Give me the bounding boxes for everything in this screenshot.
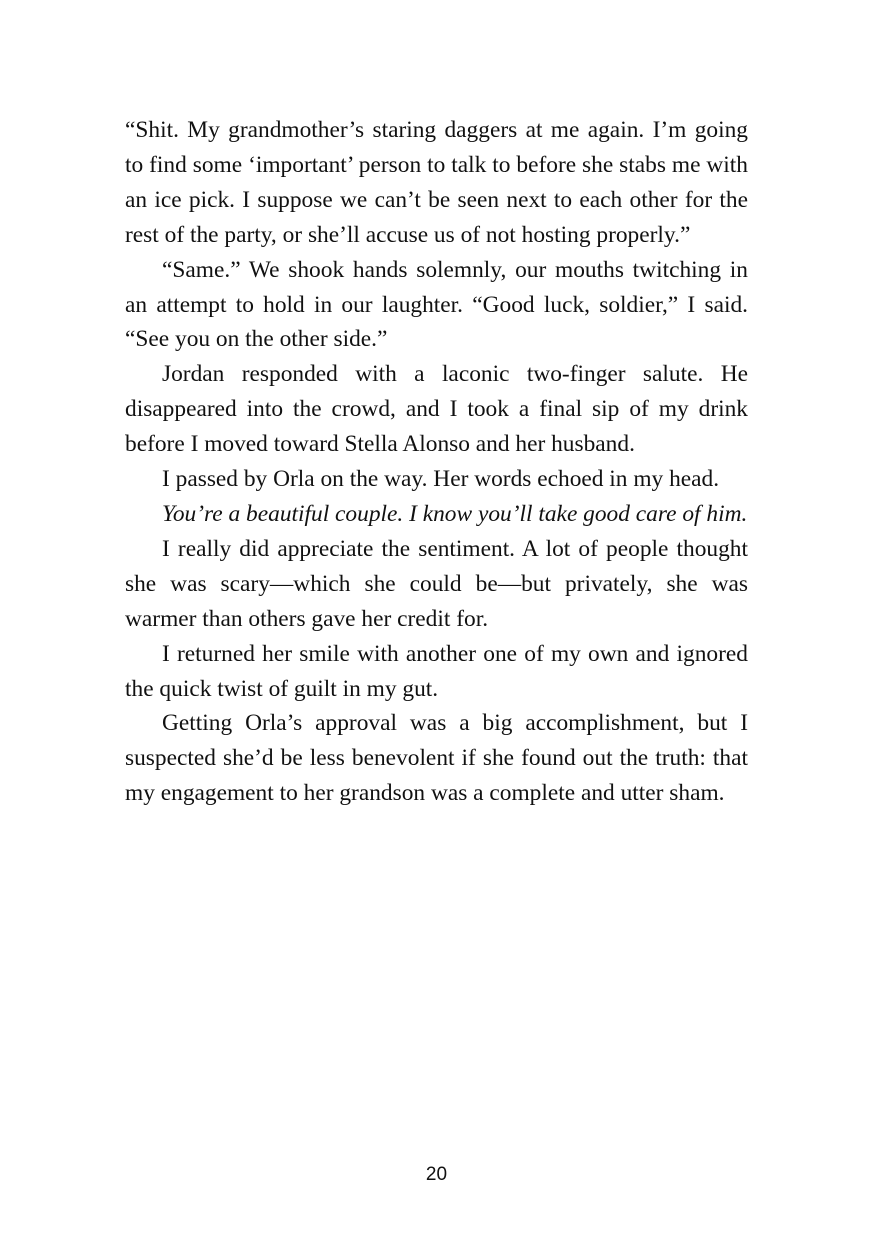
paragraph-passed-orla: I passed by Orla on the way. Her words echoed in my head. xyxy=(162,466,720,493)
paragraph-jordan-salute: Jordan responded with a laconic two-finger salute. He disappeared into the crowd, and I took a final sip of my drink before I moved toward Stella Alonso and her husband. xyxy=(125,361,748,458)
paragraph-same-handshake: “Same.” We shook hands solemnly, our mouths twitching in an attempt to hold in our laughter. “Good luck, soldier,” I said. “See you on the other side.” xyxy=(125,256,748,353)
paragraph-grandmother-quote: “Shit. My grandmother’s staring daggers at me again. I’m going to find some ‘important’ person to talk to before she stabs me with an ice pick. I suppose we can’t be seen next to each other for the rest of the party, or she’ll accuse us of not hosting properly.” xyxy=(125,117,748,248)
paragraph-appreciate-sentiment: I really did appreciate the sentiment. A lot of people thought she was scary—which she could be—but privately, she was warmer than others gave her credit for. xyxy=(125,535,748,632)
paragraph-returned-smile: I returned her smile with another one of my own and ignored the quick twist of guilt in my gut. xyxy=(125,640,748,702)
page-number: 20 xyxy=(425,1164,448,1185)
body-text xyxy=(125,113,748,811)
paragraph-orla-words-italic: You’re a beautiful couple. I know you’ll take good care of him. xyxy=(162,500,748,527)
paragraph-orla-approval: Getting Orla’s approval was a big accomplishment, but I suspected she’d be less benevolent if she found out the truth: that my engagement to her grandson was a complete and utter sham. xyxy=(125,710,748,807)
